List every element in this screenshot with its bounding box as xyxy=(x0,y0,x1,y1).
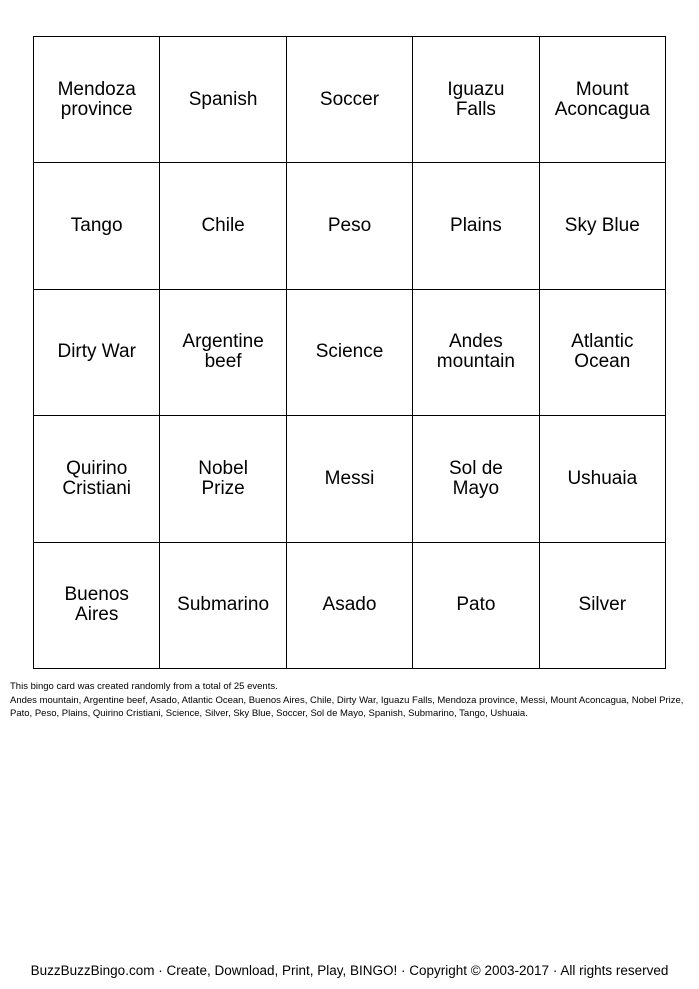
bingo-cell: Messi xyxy=(287,416,413,542)
footer-text: BuzzBuzzBingo.com · Create, Download, Print, Play, BINGO! · Copyright © 2003-2017 · All rights reserved xyxy=(30,963,669,978)
card-info xyxy=(10,680,690,721)
bingo-cell: Andes mountain xyxy=(413,290,539,416)
bingo-cell: Atlantic Ocean xyxy=(540,290,666,416)
bingo-cell: Soccer xyxy=(287,37,413,163)
bingo-cell: Iguazu Falls xyxy=(413,37,539,163)
created-note: This bingo card was created randomly from a total of 25 events. xyxy=(10,681,278,692)
bingo-grid xyxy=(33,36,666,669)
bingo-cell: Dirty War xyxy=(34,290,160,416)
bingo-cell: Sky Blue xyxy=(540,163,666,289)
bingo-cell: Tango xyxy=(34,163,160,289)
bingo-cell: Plains xyxy=(413,163,539,289)
bingo-cell: Chile xyxy=(160,163,286,289)
bingo-cell: Pato xyxy=(413,543,539,669)
bingo-cell: Submarino xyxy=(160,543,286,669)
bingo-cell: Science xyxy=(287,290,413,416)
bingo-cell: Silver xyxy=(540,543,666,669)
bingo-cell: Spanish xyxy=(160,37,286,163)
bingo-cell: Ushuaia xyxy=(540,416,666,542)
bingo-cell: Asado xyxy=(287,543,413,669)
bingo-cell: Quirino Cristiani xyxy=(34,416,160,542)
bingo-cell: Argentine beef xyxy=(160,290,286,416)
bingo-cell: Mount Aconcagua xyxy=(540,37,666,163)
bingo-cell: Sol de Mayo xyxy=(413,416,539,542)
bingo-cell: Buenos Aires xyxy=(34,543,160,669)
bingo-cell: Mendoza province xyxy=(34,37,160,163)
bingo-cell: Peso xyxy=(287,163,413,289)
events-list: Andes mountain, Argentine beef, Asado, Atlantic Ocean, Buenos Aires, Chile, Dirty War, Iguazu Falls, Mendoza province, Messi, Mount Aconcagua, Nobel Prize, Pato, Peso, Plains, Quirino Cristiani, Science, Silver, Sky Blue, Soccer, Sol de Mayo, Spanish, Submarino, Tango, Ushuaia. xyxy=(10,694,684,719)
bingo-cell: Nobel Prize xyxy=(160,416,286,542)
